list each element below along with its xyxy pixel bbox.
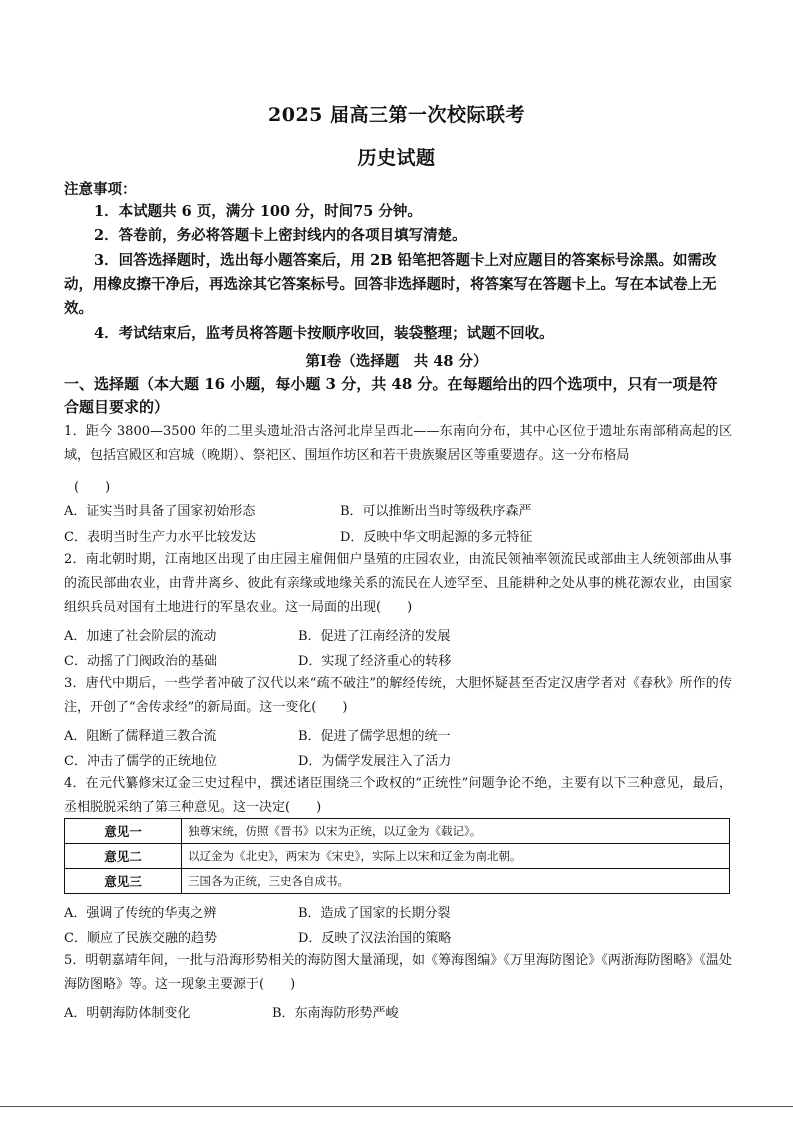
question-2-option-b: B．促进了江南经济的发展 xyxy=(298,629,451,644)
opinion-text: 三国各为正统，三史各自成书。 xyxy=(182,869,730,894)
notice-item-2: 2．答卷前，务必将答题卡上密封线内的各项目填写清楚。 xyxy=(94,227,467,244)
notice-heading: 注意事项： xyxy=(64,181,137,198)
opinion-text: 独尊宋统，仿照《晋书》以宋为正统，以辽金为《载记》。 xyxy=(182,819,730,844)
volume-title: 第Ⅰ卷（选择题 共 48 分） xyxy=(305,353,488,370)
opinion-text: 以辽金为《北史》，两宋为《宋史》，实际上以宋和辽金为南北朝。 xyxy=(182,844,730,869)
question-3-stem: 3．唐代中期后，一些学者冲破了汉代以来“疏不破注”的解经传统，大胆怀疑甚至否定汉唐学者对《春秋》所作的传注，开创了“舍传求经”的新局面。这一变化( ) xyxy=(64,676,732,715)
opinions-table xyxy=(64,818,730,894)
question-2-stem: 2．南北朝时期，江南地区出现了由庄园主雇佣佃户垦殖的庄园农业，由流民领袖率领流民或部曲主人统领部曲从事的流民部曲农业，由背井离乡、彼此有亲缘或地缘关系的流民在人迹罕至、且能耕种之处从事的桃花源农业，由国家组织兵员对国有土地进行的军垦农业。这一局面的出现( ) xyxy=(64,552,732,615)
subject-title: 历史试题 xyxy=(357,147,436,169)
question-2-option-a: A．加速了社会阶层的流动 xyxy=(64,629,217,644)
question-1-option-d: D．反映中华文明起源的多元特征 xyxy=(340,530,533,545)
question-1-bracket: ( ) xyxy=(74,480,111,495)
question-4-option-d: D．反映了汉法治国的策略 xyxy=(298,931,452,946)
table-row xyxy=(65,869,730,894)
table-row xyxy=(65,844,730,869)
question-3-option-a: A．阻断了儒释道三教合流 xyxy=(64,729,217,744)
question-1-stem: 1．距今 3800—3500 年的二里头遗址沿古洛河北岸呈西北——东南向分布，其中心区位于遗址东南部稍高起的区域，包括宫殿区和宫城（晚期）、祭祀区、围垣作坊区和若干贵族聚居区等重要遗存。这一分布格局 xyxy=(64,424,732,463)
question-4-stem: 4．在元代纂修宋辽金三史过程中，撰述诸臣围绕三个政权的“正统性”问题争论不绝，主要有以下三种意见，最后，丞相脱脱采纳了第三种意见。这一决定( ) xyxy=(64,776,732,815)
question-5-option-a: A．明朝海防体制变化 xyxy=(64,1006,191,1021)
question-5-stem: 5．明朝嘉靖年间，一批与沿海形势相关的海防图大量涌现，如《筹海图编》《万里海防图论》《两浙海防图略》《温处海防图略》等。这一现象主要源于( ) xyxy=(64,953,732,992)
question-2-option-c: C．动摇了门阀政治的基础 xyxy=(64,654,217,669)
question-4-option-c: C．顺应了民族交融的趋势 xyxy=(64,931,217,946)
notice-item-1: 1．本试题共 6 页，满分 100 分，时间75 分钟。 xyxy=(94,203,422,220)
exam-title: 2025 届高三第一次校际联考 xyxy=(268,104,525,126)
question-1-option-c: C．表明当时生产力水平比较发达 xyxy=(64,530,256,545)
table-row xyxy=(65,819,730,844)
question-5-option-b: B．东南海防形势严峻 xyxy=(272,1006,399,1021)
notice-item-4: 4．考试结束后，监考员将答题卡按顺序收回，装袋整理；试题不回收。 xyxy=(94,325,554,342)
question-1-option-b: B．可以推断出当时等级秩序森严 xyxy=(340,504,532,519)
opinion-name: 意见三 xyxy=(65,869,182,894)
question-4-option-b: B．造成了国家的长期分裂 xyxy=(298,906,451,921)
opinion-name: 意见二 xyxy=(65,844,182,869)
question-3-option-b: B．促进了儒学思想的统一 xyxy=(298,729,451,744)
question-3-option-d: D．为儒学发展注入了活力 xyxy=(298,754,452,769)
notice-item-3: 3．回答选择题时，选出每小题答案后，用 2B 铅笔把答题卡上对应题目的答案标号涂黑。如需改动，用橡皮擦干净后，再选涂其它答案标号。回答非选择题时，将答案写在答题卡上。写在本试卷上无效。 xyxy=(64,252,717,317)
opinion-name: 意见一 xyxy=(65,819,182,844)
question-2-option-d: D．实现了经济重心的转移 xyxy=(298,654,452,669)
question-4-option-a: A．强调了传统的华夷之辨 xyxy=(64,906,217,921)
section-title: 一、选择题（本大题 16 小题，每小题 3 分，共 48 分。在每题给出的四个选项中，只有一项是符合题目要求的） xyxy=(64,375,718,416)
question-3-option-c: C．冲击了儒学的正统地位 xyxy=(64,754,217,769)
page-bottom-divider xyxy=(0,1106,793,1107)
question-1-option-a: A．证实当时具备了国家初始形态 xyxy=(64,504,256,519)
